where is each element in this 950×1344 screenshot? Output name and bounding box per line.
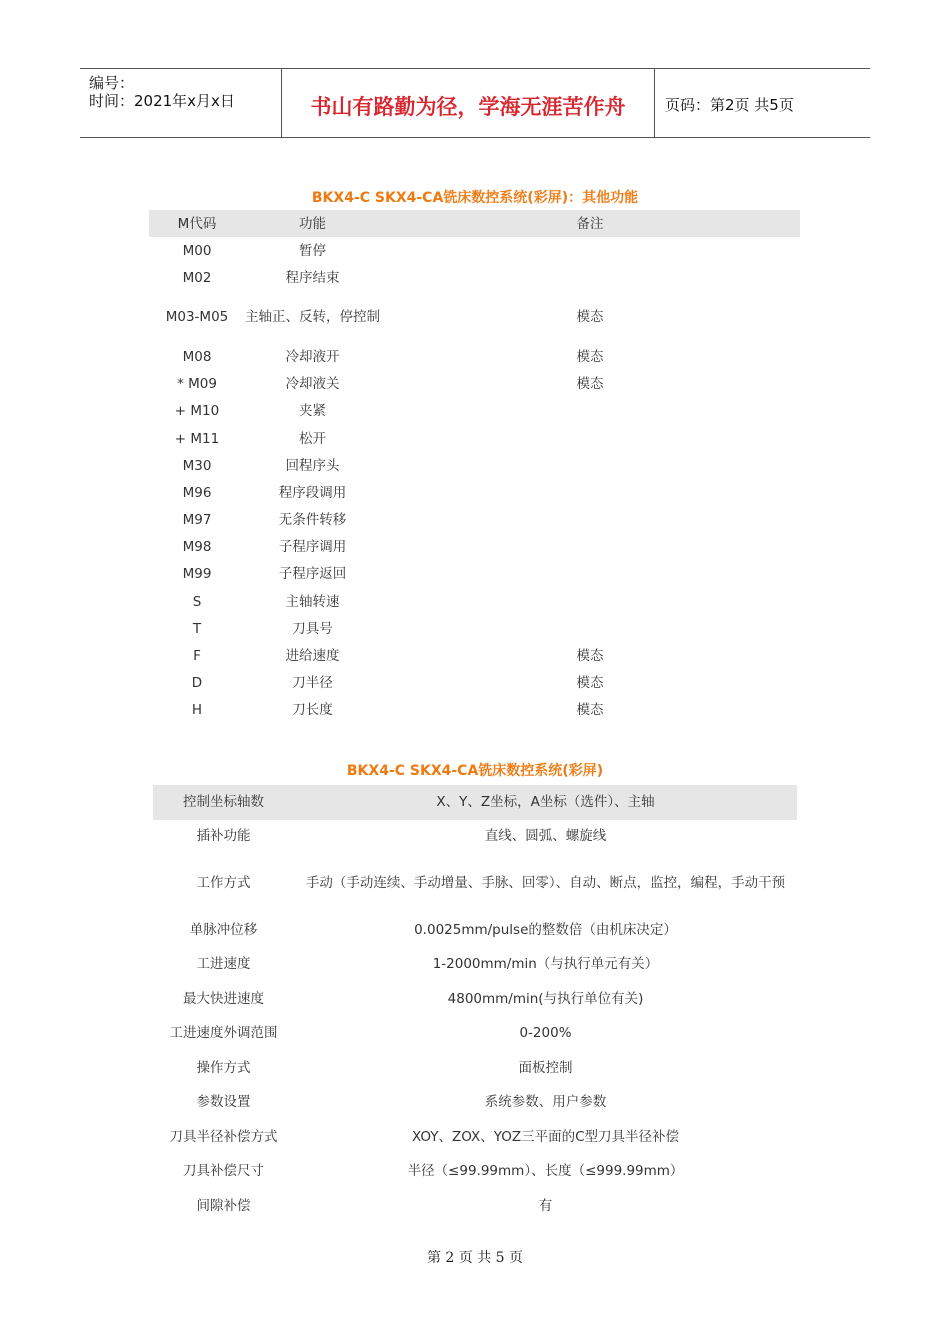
cell-note: 模态 — [576, 376, 604, 393]
column-header-code: M代码 — [177, 215, 217, 232]
cell-code: * M09 — [177, 376, 217, 393]
date-label: 时间：2021年x月x日 — [89, 92, 235, 110]
cell-func: 松开 — [299, 430, 326, 447]
cell-note: 模态 — [576, 648, 604, 665]
table-row — [149, 507, 800, 534]
column-header-note: 备注 — [576, 215, 604, 232]
spec-value: 面板控制 — [518, 1059, 573, 1076]
spec-value: 0-200% — [519, 1025, 572, 1042]
cell-note: 模态 — [576, 702, 604, 719]
spec-key: 控制坐标轴数 — [183, 793, 264, 810]
cell-note — [380, 588, 800, 615]
cell-func: 主轴正、反转，停控制 — [245, 309, 380, 326]
cell-code: M30 — [182, 457, 212, 474]
cell-func: 夹紧 — [299, 403, 326, 420]
cell-code: + M10 — [174, 403, 220, 420]
cell-func: 刀具号 — [292, 620, 333, 637]
spec-row — [153, 982, 797, 1017]
spec-key: 刀具半径补偿方式 — [169, 1128, 278, 1145]
cell-note — [380, 237, 800, 264]
cell-func: 刀半径 — [292, 675, 333, 692]
spec-value: 直线、圆弧、螺旋线 — [484, 828, 607, 845]
spec-row — [153, 913, 797, 948]
cell-code: M03-M05 — [165, 309, 229, 326]
spec-row — [153, 1189, 797, 1224]
header-page-cell — [655, 69, 870, 137]
cell-note — [380, 452, 800, 479]
page-header — [80, 68, 870, 138]
cell-note — [380, 507, 800, 534]
spec-value: 手动（手动连续、手动增量、手脉、回零）、自动、断点，监控，编程，手动干预 — [305, 875, 786, 891]
spec-row — [153, 1051, 797, 1086]
table-row — [149, 479, 800, 506]
motto: 书山有路勤为径，学海无涯苦作舟 — [310, 95, 626, 119]
cell-code: M97 — [182, 512, 212, 529]
cell-code: D — [191, 675, 203, 692]
spec-value: 半径（≤99.99mm）、长度（≤999.99mm） — [407, 1163, 684, 1180]
cell-code: T — [192, 620, 202, 637]
column-header-function: 功能 — [299, 215, 326, 232]
serial-label: 编号： — [89, 74, 135, 92]
table-row — [149, 264, 800, 291]
cell-code: M02 — [182, 269, 212, 286]
section1-title: BKX4-C SKX4-CA铣床数控系统(彩屏)：其他功能 — [311, 190, 639, 206]
page-label: 页码：第2页 共5页 — [665, 96, 794, 114]
cell-func: 主轴转速 — [285, 593, 340, 610]
cell-code: M00 — [182, 242, 212, 259]
cell-func: 暂停 — [299, 242, 326, 259]
header-info-cell — [80, 69, 282, 137]
spec-key: 工作方式 — [196, 875, 251, 891]
spec-key: 操作方式 — [196, 1059, 251, 1076]
cell-func: 进给速度 — [285, 648, 340, 665]
spec-row — [153, 820, 797, 855]
cell-func: 子程序调用 — [278, 539, 347, 556]
spec-row — [153, 1017, 797, 1052]
cell-code: + M11 — [174, 430, 220, 447]
spec-row — [153, 1120, 797, 1155]
table-row — [149, 588, 800, 615]
cell-func: 无条件转移 — [278, 512, 347, 529]
table-row — [149, 534, 800, 561]
cell-note — [380, 264, 800, 291]
spec-table — [153, 785, 797, 1224]
spec-value: X、Y、Z坐标，A坐标（选件）、主轴 — [436, 793, 655, 810]
table-row — [149, 642, 800, 669]
spec-key: 单脉冲位移 — [189, 921, 258, 938]
cell-code: H — [191, 702, 203, 719]
table-row — [149, 697, 800, 724]
cell-func: 程序结束 — [285, 269, 340, 286]
table-row — [149, 615, 800, 642]
cell-note — [380, 425, 800, 452]
cell-code: M96 — [182, 484, 212, 501]
spec-key: 最大快进速度 — [183, 990, 264, 1007]
cell-code: S — [192, 593, 202, 610]
table-row — [149, 371, 800, 398]
spec-value: 1-2000mm/min（与执行单元有关） — [432, 956, 659, 973]
cell-code: M98 — [182, 539, 212, 556]
table-row — [149, 237, 800, 264]
cell-note — [380, 479, 800, 506]
cell-note: 模态 — [576, 309, 604, 326]
cell-func: 刀长度 — [292, 702, 333, 719]
spec-value: XOY、ZOX、YOZ三平面的C型刀具半径补偿 — [411, 1128, 680, 1145]
cell-note — [380, 561, 800, 588]
cell-note: 模态 — [576, 348, 604, 365]
spec-row — [153, 1086, 797, 1121]
table-row — [149, 291, 800, 343]
spec-table-body — [153, 820, 797, 1224]
spec-row — [153, 854, 797, 913]
spec-value: 有 — [538, 1197, 553, 1214]
table-row — [149, 561, 800, 588]
cell-note — [380, 615, 800, 642]
spec-key: 插补功能 — [196, 828, 251, 845]
spec-key: 间隙补偿 — [196, 1197, 251, 1214]
table-row — [149, 343, 800, 370]
spec-key: 参数设置 — [196, 1094, 251, 1111]
cell-note: 模态 — [576, 675, 604, 692]
spec-row — [153, 1155, 797, 1190]
cell-code: M08 — [182, 348, 212, 365]
table-row — [149, 452, 800, 479]
spec-header-row — [153, 785, 797, 820]
spec-key: 工进速度 — [196, 956, 251, 973]
m-code-table — [149, 210, 800, 724]
cell-note — [380, 534, 800, 561]
table-row — [149, 398, 800, 425]
cell-func: 回程序头 — [285, 457, 340, 474]
cell-code: M99 — [182, 566, 212, 583]
header-motto-cell — [282, 69, 655, 137]
cell-code: F — [193, 648, 201, 665]
spec-key: 刀具补偿尺寸 — [183, 1163, 264, 1180]
spec-key: 工进速度外调范围 — [169, 1025, 278, 1042]
cell-func: 子程序返回 — [278, 566, 347, 583]
table-header-row — [149, 210, 800, 237]
spec-row — [153, 948, 797, 983]
m-code-table-body — [149, 237, 800, 724]
table-row — [149, 425, 800, 452]
cell-note — [380, 398, 800, 425]
spec-value: 系统参数、用户参数 — [484, 1094, 607, 1111]
page-footer: 第 2 页 共 5 页 — [426, 1250, 524, 1266]
table-row — [149, 670, 800, 697]
spec-value: 0.0025mm/pulse的整数倍（由机床决定） — [414, 921, 677, 938]
section2-title: BKX4-C SKX4-CA铣床数控系统(彩屏) — [346, 763, 604, 779]
cell-func: 程序段调用 — [278, 484, 347, 501]
cell-func: 冷却液关 — [285, 376, 340, 393]
spec-value: 4800mm/min(与执行单位有关) — [447, 990, 644, 1007]
cell-func: 冷却液开 — [285, 348, 340, 365]
